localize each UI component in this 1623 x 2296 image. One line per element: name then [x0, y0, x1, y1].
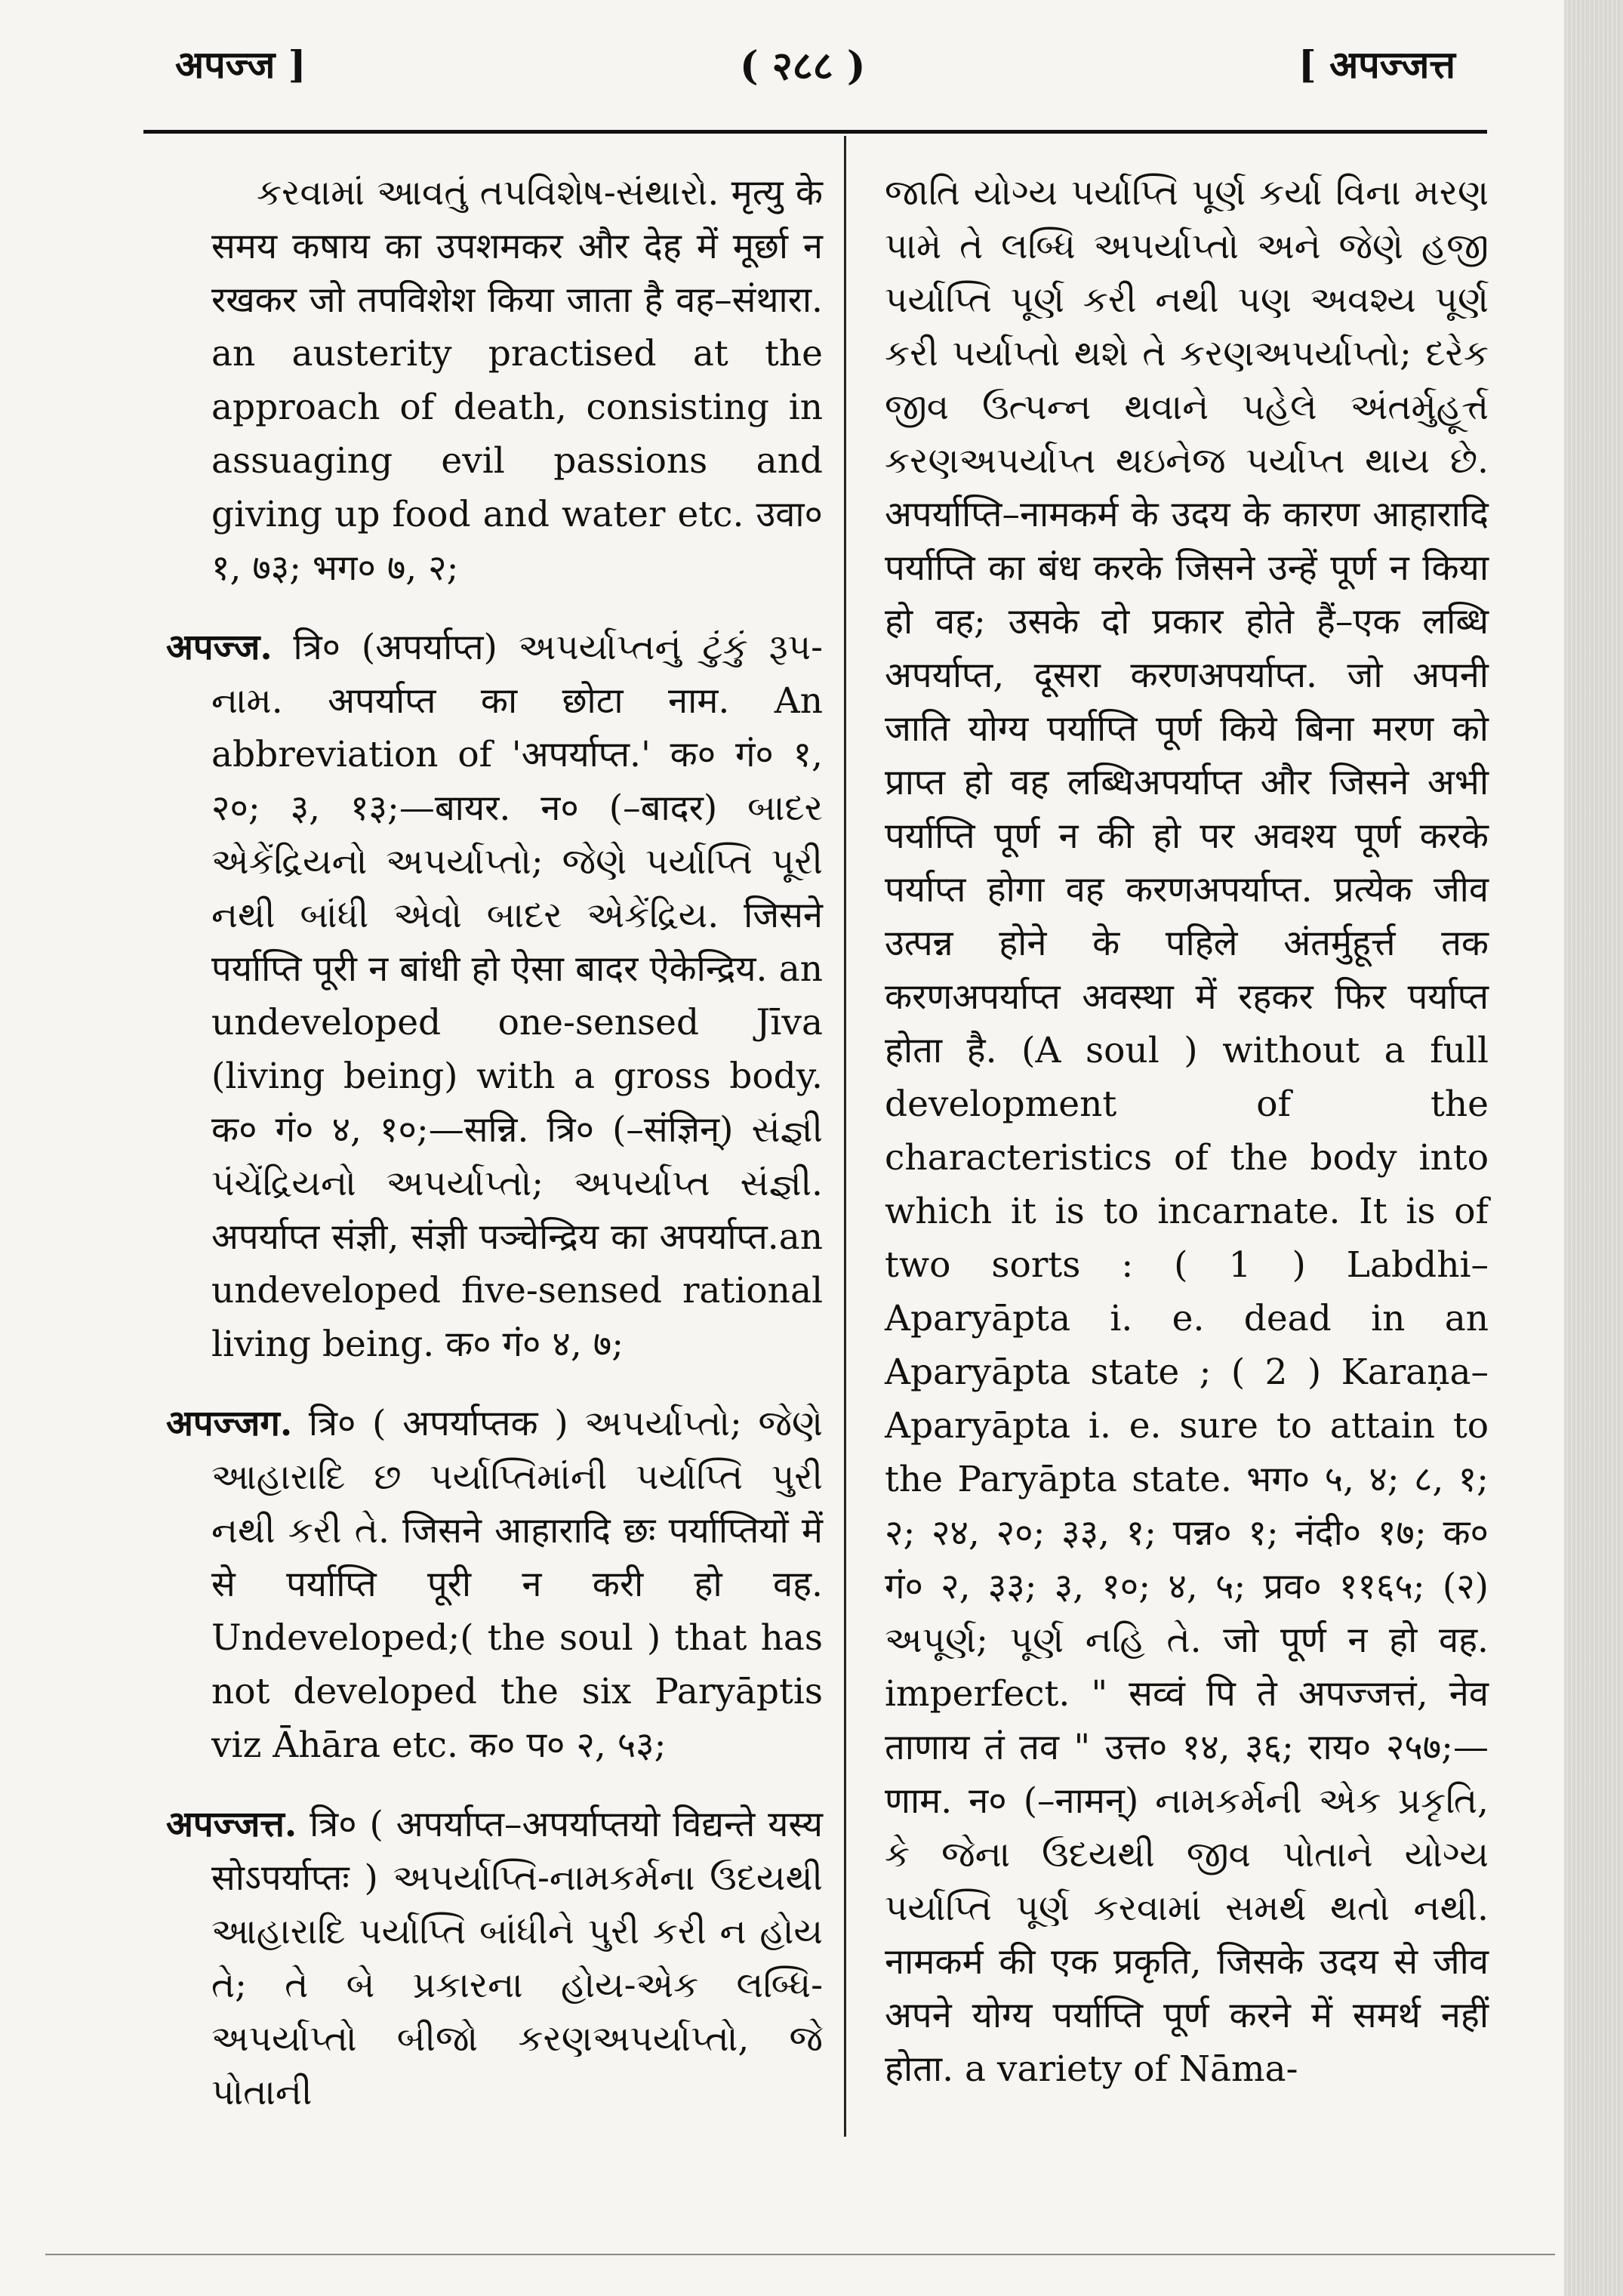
entry-text: કરવામાં આવતું તપવિશેષ-સંથારો. मृत्यु के समय कषाय का उपशमकर और देह में मूर्छा न रखकर जो तपविशेश किया जाता है वह–संथारा. an austerity practised at the approach of death, consisting in assuaging evil passions and giving up food and water etc. उवा० १, ७३; भग० ७, २; [211, 172, 823, 589]
header-right-guideword: [ अपज्जत्त [1298, 42, 1455, 87]
dictionary-entry [166, 166, 823, 595]
bottom-edge [45, 2254, 1555, 2255]
dictionary-entry [166, 1397, 823, 1772]
entry-text: त्रि० ( अपर्याप्त–अपर्याप्तयो विद्यन्ते यस्य सोऽपर्याप्तः ) અપર્યાપ્તિ-નામકર્મના ઉદયથી આહારાદિ પર્યાપ્તિ બાંધીને પુરી કરી ન હોય તે; તે બે પ્રકારના હોય-એક લબ્ધિ-અપર્યાપ્તો બીજો કરણઅપર્યાપ્તો, જે પોતાની [211, 1804, 823, 2113]
left-column [166, 166, 823, 2145]
entry-headword: अपज्जत्त. [166, 1804, 297, 1845]
entry-headword: अपज्जग. [166, 1403, 293, 1444]
entry-text: જાતિ યોગ્ય પર્યાપ્તિ પૂર્ણ કર્યા વિના મરણ પામે તે લબ્ધિ અપર્યાપ્તો અને જેણે હજી પર્યાપ્તિ પૂર્ણ કરી નથી પણ અવશ્ય પૂર્ણ કરી પર્યાપ્તો થશે તે કરણઅપર્યાપ્તો; દરેક જીવ ઉત્પન્ન થવાને પહેલે અંતર્મુહૂર્ત્ત કરણઅપર્યાપ્ત થઇનેજ પર્યાપ્ત થાય છે. अपर्याप्ति–नामकर्म के उदय के कारण आहारादि पर्याप्ति का बंध करके जिसने उन्हें पूर्ण न किया हो वह; उसके दो प्रकार होते हैं–एक लब्धि अपर्याप्त, दूसरा करणअपर्याप्त. जो अपनी जाति योग्य पर्याप्ति पूर्ण किये बिना मरण को प्राप्त हो वह लब्धिअपर्याप्त और जिसने अभी पर्याप्ति पूर्ण न की हो पर अवश्य पूर्ण करके पर्याप्त होगा वह करणअपर्याप्त. प्रत्येक जीव उत्पन्न होने के पहिले अंतर्मुहूर्त्त तक करणअपर्याप्त अवस्था में रहकर फिर पर्याप्त होता है. (A soul ) without a full development of the characteristics of the body into which it is to incarnate. It is of two sorts : ( 1 ) Labdhi–Aparyāpta i. e. dead in an Aparyāpta state ; ( 2 ) Karaṇa–Aparyāpta i. e. sure to attain to the Paryāpta state. भग० ५, ४; ८, १; २; २४, २०; ३३, १; पन्न० १; नंदी० १७; क० गं० २, ३३; ३, १०; ४, ५; प्रव० ११६५; (२) અપૂર્ણ; પૂર્ણ નહિ તે. जो पूर्ण न हो वह. imperfect. " सव्वं पि ते अपज्जत्तं, नेव ताणाय तं तव " उत्त० १४, ३६; राय० २५७;—णाम. न० (–नामन्) નામકર્મની એક પ્રકૃતિ, કે જેના ઉદયથી જીવ પોતાને યોગ્ય પર્યાપ્તિ પૂર્ણ કરવામાં સમર્થ થતો નથી. नामकर्म की एक प्रकृति, जिसके उदय से जीव अपने योग्य पर्याप्ति पूर्ण करने में समर्थ नहीं होता. a variety of Nāma- [885, 172, 1489, 2090]
dictionary-entry [885, 166, 1489, 2096]
header-rule [143, 130, 1487, 134]
right-column [885, 166, 1489, 2122]
dictionary-entry [166, 1798, 823, 2119]
dictionary-entry [166, 621, 823, 1371]
entry-headword: अपज्ज. [166, 627, 273, 668]
page-header [0, 30, 1623, 113]
entry-text: त्रि० ( अपर्याप्तक ) અપર્યાપ્તો; જેણે આહારાદિ છ પર્યાપ્તિમાંની પર્યાપ્તિ પુરી નથી કરી તે. जिसने आहारादि छः पर्याप्तियों में से पर्याप्ति पूरी न करी हो वह. Undeveloped;( the soul ) that has not developed the six Paryāptis viz Āhāra etc. क० प० २, ५३; [211, 1403, 823, 1766]
column-divider [844, 136, 846, 2137]
entry-text: त्रि० (अपर्याप्त) અપર્યાપ્તનું ટુંકું રૂપ-નામ. अपर्याप्त का छोटा नाम. An abbreviation of 'अपर्याप्त.' क० गं० १, २०; ३, १३;—बायर. न० (–बादर) બાદર એકેંદ્રિયનો અપર્યાપ્તો; જેણે પર્યાપ્તિ પૂરી નથી બાંધી એવો બાદર એકેંદ્રિય. जिसने पर्याप्ति पूरी न बांधी हो ऐसा बादर ऐकेन्द्रिय. an undeveloped one-sensed Jīva (living being) with a gross body. क० गं० ४, १०;—सन्नि. त्रि० (–संज्ञिन्) સંજ્ઞી પંચેંદ્રિયનો અપર્યાપ્તો; અપર્યાપ્ત સંજ્ઞી. अपर्याप्त संज्ञी, संज्ञी पञ्चेन्द्रिय का अपर्याप्त.an undeveloped five-sensed rational living being. क० गं० ४, ७; [211, 627, 823, 1365]
page-number: ( २८८ ) [740, 43, 866, 89]
header-left-guideword: अपज्ज ] [175, 42, 306, 87]
scan-edge [1564, 0, 1623, 2296]
